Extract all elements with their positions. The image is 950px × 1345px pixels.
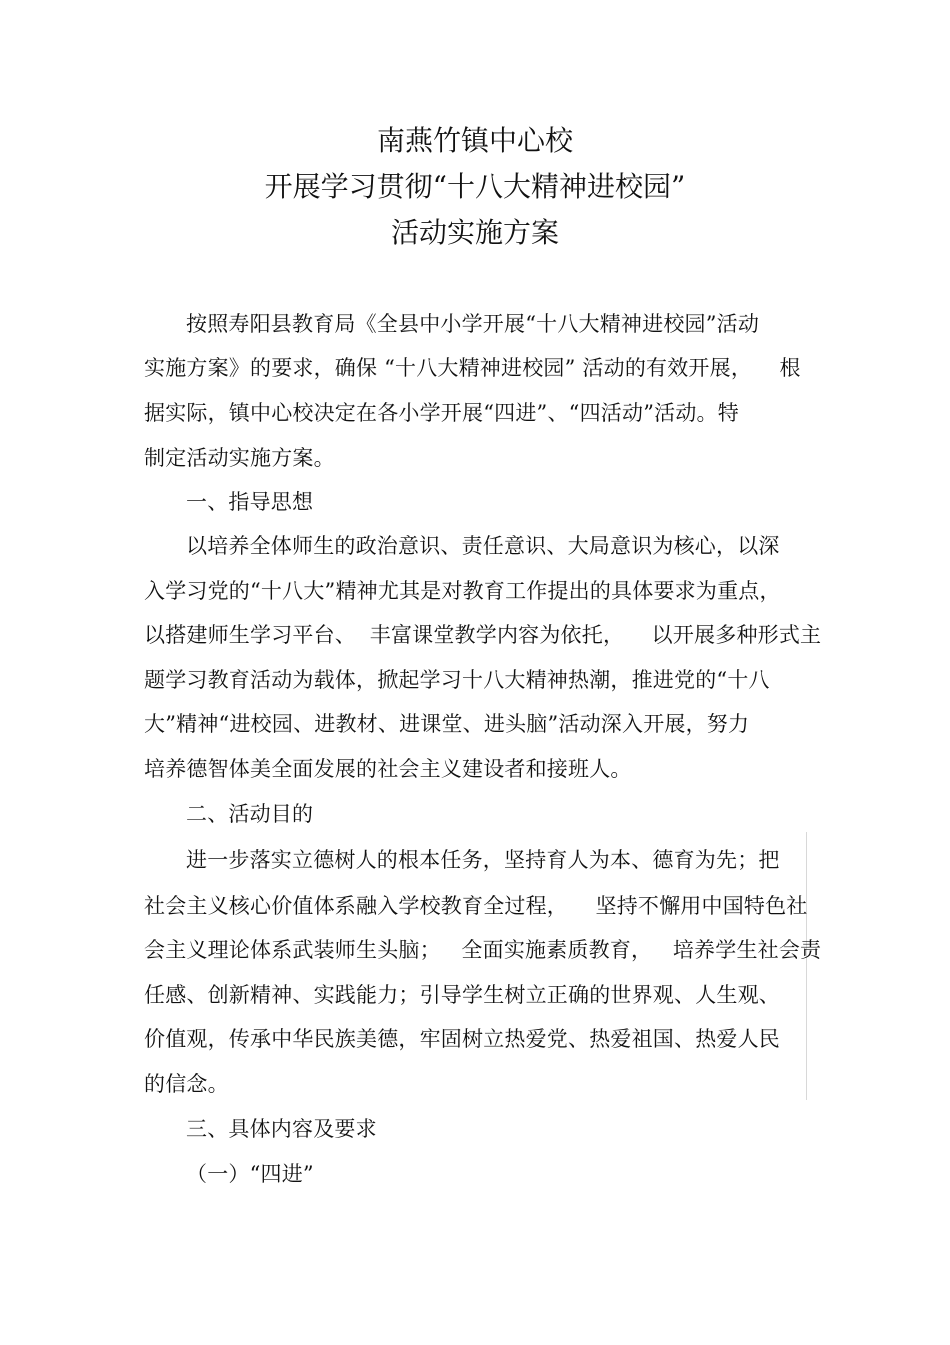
intro-line: 制定活动实施方案。 bbox=[144, 446, 335, 470]
title-main: 开展学习贯彻“十八大精神进校园” bbox=[264, 170, 686, 203]
section1-line: 以搭建师生学习平台、 丰富课堂教学内容为依托， 以开展多种形式主 bbox=[144, 623, 822, 647]
section1-line: 培养德智体美全面发展的社会主义建设者和接班人。 bbox=[144, 757, 632, 781]
intro-line: 实施方案》的要求，确保 “十八大精神进校园” 活动的有效开展， 根 bbox=[144, 356, 801, 380]
title-sub: 活动实施方案 bbox=[390, 216, 559, 249]
section2-line: 会主义理论体系武装师生头脑； 全面实施素质教育， 培养学生社会责 bbox=[144, 938, 822, 962]
section2-line: 社会主义核心价值体系融入学校教育全过程， 坚持不懈用中国特色社 bbox=[144, 894, 808, 918]
section2-line: 的信念。 bbox=[144, 1072, 229, 1096]
section-heading-content-requirements: 三、具体内容及要求 bbox=[186, 1117, 377, 1141]
section1-line: 以培养全体师生的政治意识、责任意识、大局意识为核心，以深 bbox=[186, 534, 780, 558]
section-heading-guiding-thought: 一、指导思想 bbox=[186, 490, 314, 514]
subsection-heading-four-entries: （一）“四进” bbox=[186, 1162, 314, 1186]
section2-line: 任感、创新精神、实践能力；引导学生树立正确的世界观、人生观、 bbox=[144, 983, 780, 1007]
margin-rule bbox=[806, 832, 807, 1100]
section2-line: 价值观，传承中华民族美德，牢固树立热爱党、热爱祖国、热爱人民 bbox=[144, 1027, 780, 1051]
intro-line: 据实际，镇中心校决定在各小学开展“四进”、“四活动”活动。特 bbox=[144, 401, 739, 425]
section-heading-purpose: 二、活动目的 bbox=[186, 802, 314, 826]
section1-line: 大”精神“进校园、进教材、进课堂、进头脑”活动深入开展，努力 bbox=[144, 712, 750, 736]
section1-line: 入学习党的“十八大”精神尤其是对教育工作提出的具体要求为重点， bbox=[144, 579, 781, 603]
intro-line: 按照寿阳县教育局《全县中小学开展“十八大精神进校园”活动 bbox=[186, 312, 760, 336]
section1-line: 题学习教育活动为载体，掀起学习十八大精神热潮，推进党的“十八 bbox=[144, 668, 770, 692]
section2-line: 进一步落实立德树人的根本任务，坚持育人为本、德育为先；把 bbox=[186, 848, 780, 872]
title-school: 南燕竹镇中心校 bbox=[376, 124, 573, 157]
